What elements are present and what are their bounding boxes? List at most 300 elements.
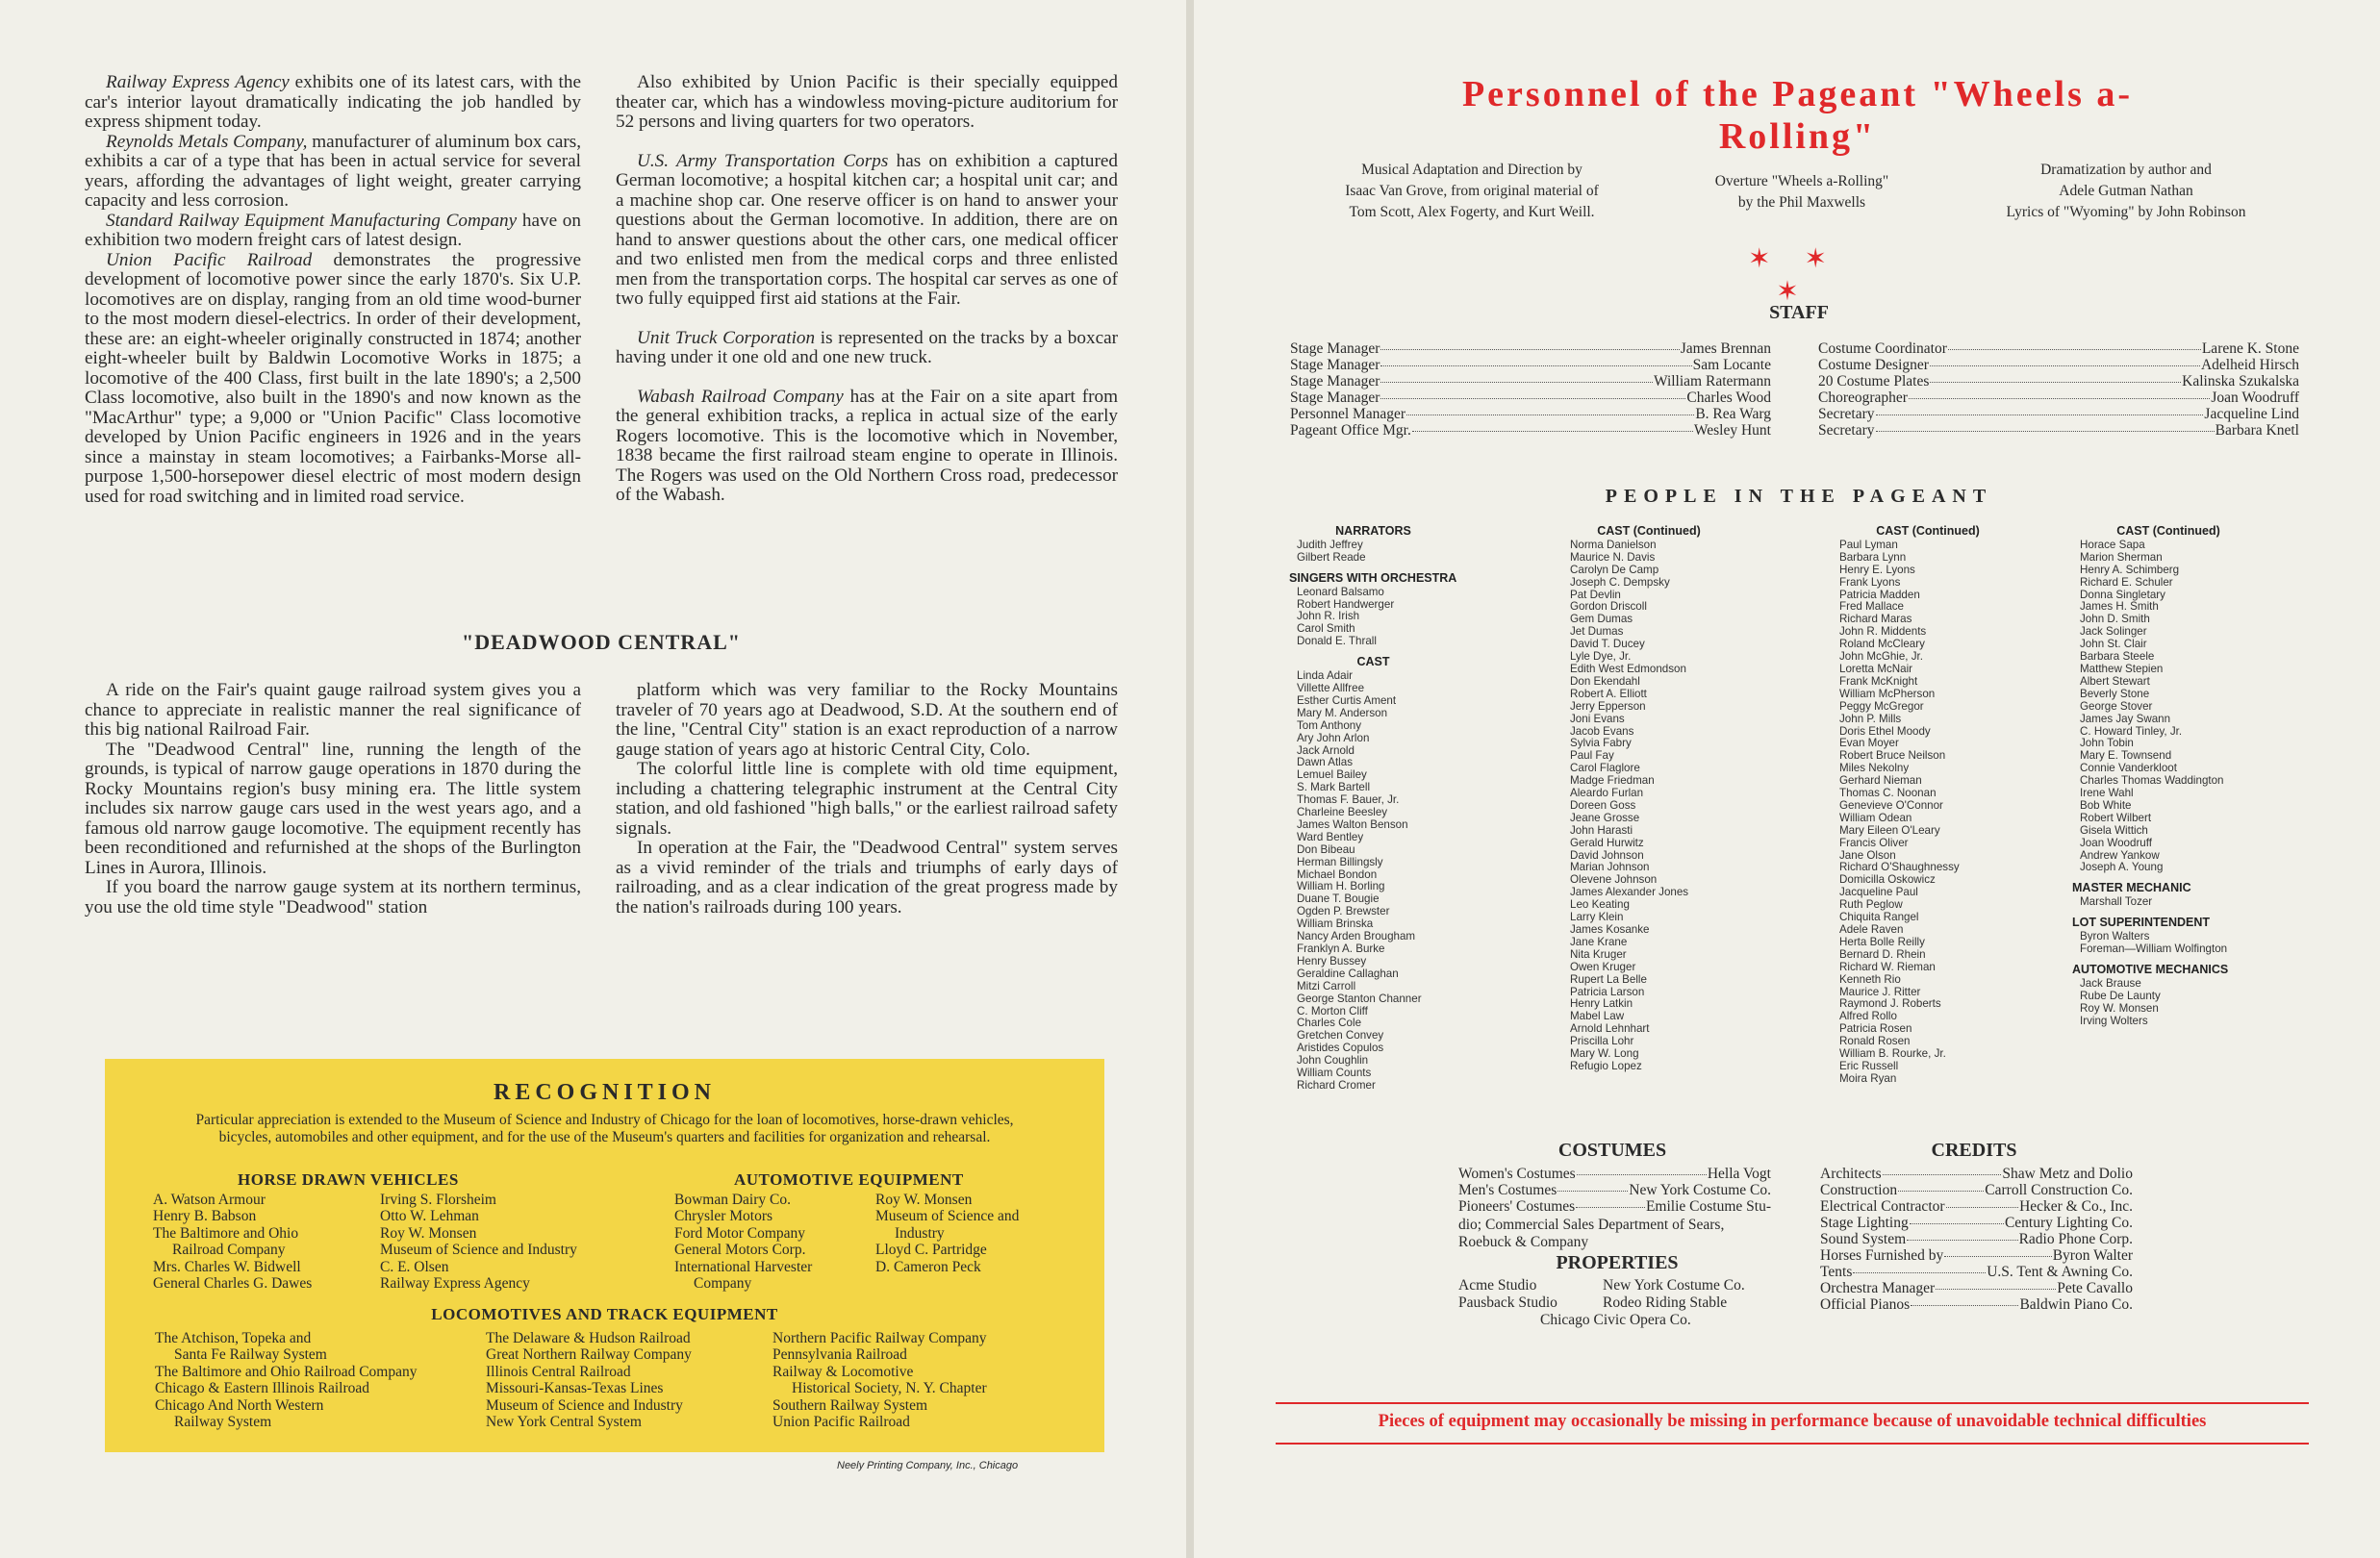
- cast-member: Robert Wilbert: [2080, 811, 2152, 824]
- cast-member: John St. Clair: [2080, 638, 2147, 651]
- role-entry: [1290, 390, 1771, 406]
- role-person: Charles Wood: [1686, 390, 1771, 406]
- exhibitor-name: Standard Railway Equipment Manufacturing Company: [106, 210, 518, 231]
- role-person: Sam Locante: [1692, 357, 1771, 373]
- cast-section-heading: NARRATORS: [1335, 524, 1411, 538]
- cast-member: Michael Bondon: [1297, 867, 1378, 881]
- horse-list-a: [153, 1192, 312, 1292]
- recognition-entry: Company: [694, 1275, 752, 1293]
- credit-line: Dramatization by author and: [2040, 162, 2212, 178]
- role-person: Hella Vogt: [1707, 1166, 1771, 1182]
- role-label: Stage Manager: [1290, 357, 1380, 373]
- role-label: Orchestra Manager: [1820, 1280, 1936, 1296]
- cast-member: Gilbert Reade: [1297, 550, 1366, 564]
- recognition-entry: Southern Railway System: [772, 1396, 928, 1414]
- recognition-intro: Particular appreciation is extended to the Museum of Science and Industry of Chicago for the loan of locomotives, horse-drawn vehicles, bicycles, automobiles and other equipment, and for the use of the Museum's quarters and facilities for organization and rehearsal.: [195, 1112, 1014, 1145]
- cast-member: Thomas F. Bauer, Jr.: [1297, 793, 1400, 807]
- cast-member: Marshall Tozer: [2080, 895, 2153, 909]
- cast-member: Judith Jeffrey: [1297, 538, 1363, 551]
- cast-member: James Walton Benson: [1297, 817, 1408, 831]
- role-person: Kalinska Szukalska: [2182, 373, 2299, 390]
- printer-credit: Neely Printing Company, Inc., Chicago: [837, 1460, 1019, 1471]
- exhibitor-name: Unit Truck Corporation: [637, 327, 816, 348]
- article-paragraph: platform which was very familiar to the Rocky Mountains traveler of 70 years ago at Deadwood, S.D. At the southern end of the line, "Central City" station is an exact reproduction of a narrow gauge station of years ago at historic Central City, Colo.: [616, 680, 1118, 760]
- recognition-entry: Union Pacific Railroad: [772, 1414, 910, 1431]
- cast-member: Ogden P. Brewster: [1297, 905, 1390, 918]
- cast-member: Esther Curtis Ament: [1297, 693, 1397, 707]
- cast-member: Dawn Atlas: [1297, 756, 1353, 769]
- role-person: James Brennan: [1680, 340, 1771, 357]
- cast-member: Genevieve O'Connor: [1839, 798, 1943, 812]
- cast-member: S. Mark Bartell: [1297, 781, 1371, 794]
- recognition-entry: Chrysler Motors: [674, 1208, 773, 1225]
- cast-member: Roland McCleary: [1839, 638, 1925, 651]
- cast-member: Donna Singletary: [2080, 588, 2165, 601]
- role-entry: [1290, 340, 1771, 357]
- recognition-entry: Roy W. Monsen: [380, 1224, 477, 1242]
- property-supplier: Chicago Civic Opera Co.: [1540, 1312, 1691, 1329]
- credit-line: Tom Scott, Alex Fogerty, and Kurt Weill.: [1349, 204, 1595, 220]
- role-entry: [1458, 1182, 1771, 1198]
- cast-member: John McGhie, Jr.: [1839, 650, 1923, 664]
- cast-member: Loretta McNair: [1839, 662, 1913, 675]
- staff-list-right: [1818, 340, 2299, 439]
- credit-overture: [1672, 171, 1932, 214]
- role-label: Costume Designer: [1818, 357, 1929, 373]
- cast-member: Peggy McGregor: [1839, 699, 1924, 713]
- role-person: Emilie Costume Stu-: [1645, 1198, 1771, 1215]
- role-label: Official Pianos: [1820, 1296, 1911, 1313]
- cast-member: John R. Middents: [1839, 625, 1927, 639]
- cast-member: George Stover: [2080, 699, 2153, 713]
- cast-member: Miles Nekolny: [1839, 762, 1910, 775]
- credit-line: Overture "Wheels a-Rolling": [1714, 173, 1889, 189]
- equipment-notice: Pieces of equipment may occasionally be missing in performance because of unavoidable technical difficulties: [1378, 1412, 2207, 1431]
- role-person: New York Costume Co.: [1629, 1182, 1771, 1198]
- role-label: Choreographer: [1818, 390, 1908, 406]
- role-person: Baldwin Piano Co.: [2019, 1296, 2133, 1313]
- cast-member: William H. Borling: [1297, 880, 1385, 893]
- cast-member: Donald E. Thrall: [1297, 635, 1377, 648]
- cast-member: Richard W. Rieman: [1839, 960, 1936, 973]
- role-entry: [1820, 1231, 2133, 1247]
- cast-member: Richard O'Shaughnessy: [1839, 861, 1960, 874]
- cast-member: Chiquita Rangel: [1839, 911, 1919, 924]
- cast-section-heading: LOT SUPERINTENDENT: [2072, 916, 2211, 930]
- role-entry: [1820, 1166, 2133, 1182]
- cast-member: Joseph A. Young: [2080, 861, 2164, 874]
- cast-member: Leo Keating: [1570, 898, 1630, 912]
- cast-member: John D. Smith: [2080, 613, 2150, 626]
- cast-member: Gisela Wittich: [2080, 823, 2148, 837]
- credit-line: Musical Adaptation and Direction by: [1361, 162, 1582, 178]
- cast-member: Lyle Dye, Jr.: [1570, 650, 1632, 664]
- role-label: Electrical Contractor: [1820, 1198, 1945, 1215]
- cast-member: Ruth Peglow: [1839, 898, 1903, 912]
- role-entry: [1818, 373, 2299, 390]
- cast-member: Francis Oliver: [1839, 836, 1909, 849]
- cast-member: John Coughlin: [1297, 1054, 1369, 1068]
- staff-heading: STAFF: [1769, 302, 1829, 323]
- cast-member: Gordon Driscoll: [1570, 600, 1647, 614]
- role-entry: [1290, 406, 1771, 422]
- cast-member: Don Ekendahl: [1570, 674, 1640, 688]
- recognition-entry: Missouri-Kansas-Texas Lines: [486, 1380, 664, 1397]
- recognition-entry: Museum of Science and Industry: [486, 1396, 683, 1414]
- staff-list-left: [1290, 340, 1771, 439]
- cast-member: Priscilla Lohr: [1570, 1035, 1634, 1048]
- cast-section-heading: CAST: [1356, 655, 1390, 669]
- role-label: Construction: [1820, 1182, 1898, 1198]
- cast-member: Henry A. Schimberg: [2080, 563, 2180, 576]
- cast-member: Herman Billingsly: [1297, 855, 1383, 868]
- recognition-entry: Railway Express Agency: [380, 1275, 530, 1293]
- recognition-entry: The Baltimore and Ohio Railroad Company: [155, 1363, 418, 1380]
- cast-member: Refugio Lopez: [1570, 1059, 1642, 1072]
- role-label: Stage Manager: [1290, 373, 1380, 390]
- role-person: Barbara Knetl: [2215, 422, 2299, 439]
- role-entry: [1820, 1280, 2133, 1296]
- paragraph-text: has on exhibition a captured German locomotive; a hospital kitchen car; a hospital unit car; and a machine shop car. One reserve officer is on hand to answer your questions about the German locomotive. In addition, there are on hand to answer questions about the other cars, one medical officer and two enlisted men from the medical corps and three enlisted men from the transportation corps. The hospital car serves as one of two fully equipped first aid stations at the Fair.: [616, 150, 1119, 309]
- cast-member: James Kosanke: [1570, 923, 1650, 936]
- role-label: Pioneers' Costumes: [1458, 1198, 1576, 1215]
- cast-member: John P. Mills: [1839, 712, 1902, 725]
- cast-member: Larry Klein: [1570, 911, 1624, 924]
- role-person: Byron Walter: [2052, 1247, 2133, 1264]
- cast-member: Edith West Edmondson: [1570, 662, 1686, 675]
- role-label: Stage Manager: [1290, 390, 1380, 406]
- role-person: Radio Phone Corp.: [2018, 1231, 2133, 1247]
- cast-member: David T. Ducey: [1570, 638, 1645, 651]
- cast-member: Linda Adair: [1297, 669, 1354, 683]
- paragraph-text: is represented on the tracks by a boxcar having under it one old and one new truck.: [616, 327, 1118, 367]
- cast-member: Kenneth Rio: [1839, 972, 1901, 986]
- recognition-entry: International Harvester: [674, 1258, 813, 1275]
- recognition-entry: Railway System: [174, 1414, 272, 1431]
- exhibitor-name: Reynolds Metals Company,: [106, 131, 308, 152]
- cast-member: Richard Cromer: [1297, 1078, 1376, 1092]
- role-person: Jacqueline Lind: [2204, 406, 2299, 422]
- cast-member: Henry Bussey: [1297, 954, 1367, 967]
- role-entry: [1458, 1198, 1771, 1215]
- property-supplier: New York Costume Co.: [1603, 1277, 1745, 1294]
- cast-member: Henry Latkin: [1570, 997, 1633, 1011]
- recognition-entry: Otto W. Lehman: [380, 1208, 479, 1225]
- role-person: Century Lighting Co.: [2004, 1215, 2133, 1231]
- cast-member: C. Howard Tinley, Jr.: [2080, 724, 2183, 738]
- recognition-entry: Lloyd C. Partridge: [875, 1242, 987, 1259]
- cast-member: Bob White: [2080, 798, 2132, 812]
- cast-member: Charles Thomas Waddington: [2080, 774, 2224, 788]
- cast-member: Jane Krane: [1570, 935, 1628, 948]
- credit-music: [1308, 160, 1635, 223]
- recognition-entry: Irving S. Florsheim: [380, 1192, 496, 1208]
- recognition-entry: The Baltimore and Ohio: [153, 1224, 299, 1242]
- cast-member: Nita Kruger: [1570, 947, 1627, 961]
- article-paragraph: [85, 133, 581, 212]
- people-heading: PEOPLE IN THE PAGEANT: [1605, 486, 1993, 507]
- cast-member: C. Morton Cliff: [1297, 1004, 1368, 1018]
- recognition-entry: Great Northern Railway Company: [486, 1346, 692, 1364]
- cast-member: Robert Bruce Neilson: [1839, 749, 1946, 763]
- role-label: Sound System: [1820, 1231, 1907, 1247]
- recognition-entry: Museum of Science and Industry: [380, 1242, 577, 1259]
- cast-member: Aleardo Furlan: [1570, 787, 1644, 800]
- cast-member: Joni Evans: [1570, 712, 1625, 725]
- role-entry: [1820, 1264, 2133, 1280]
- article-paragraph: If you board the narrow gauge system at its northern terminus, you use the old time style "Deadwood" station: [85, 877, 581, 917]
- role-entry: [1820, 1247, 2133, 1264]
- role-label: Secretary: [1818, 422, 1875, 439]
- article-paragraph: [85, 251, 581, 508]
- role-label: Pageant Office Mgr.: [1290, 422, 1411, 439]
- personnel-title: Personnel of the Pageant "Wheels a-Rolling": [1461, 74, 2134, 157]
- paragraph-text: have on exhibition two modern freight cars of latest design.: [85, 210, 581, 250]
- cast-member: Foreman—William Wolfington: [2080, 942, 2228, 955]
- role-person: Joan Woodruff: [2211, 390, 2299, 406]
- properties-list: [1458, 1277, 1776, 1330]
- role-entry: [1818, 357, 2299, 373]
- deadwood-column-2: [616, 681, 1118, 917]
- cast-member: David Johnson: [1570, 848, 1644, 862]
- cast-member: Moira Ryan: [1839, 1071, 1897, 1085]
- cast-column-4: [2072, 525, 2265, 1027]
- role-entry: [1290, 373, 1771, 390]
- credit-line: Isaac Van Grove, from original material of: [1345, 183, 1599, 199]
- recognition-title: RECOGNITION: [493, 1080, 717, 1105]
- role-entry: [1818, 340, 2299, 357]
- exhibitor-name: Wabash Railroad Company: [637, 386, 844, 407]
- role-label: Architects: [1820, 1166, 1882, 1182]
- recognition-entry: A. Watson Armour: [153, 1192, 266, 1208]
- cast-member: Barbara Lynn: [1839, 550, 1907, 564]
- cast-member: Barbara Steele: [2080, 650, 2155, 664]
- cast-member: Beverly Stone: [2080, 687, 2150, 700]
- auto-list-a: [674, 1192, 812, 1292]
- cast-member: Paul Lyman: [1839, 538, 1898, 551]
- exhibitors-column-1: [85, 73, 581, 507]
- cast-member: Jack Arnold: [1297, 743, 1355, 757]
- cast-section-heading: CAST (Continued): [1597, 524, 1701, 538]
- role-entry: [1818, 390, 2299, 406]
- credits-list: [1820, 1166, 2133, 1313]
- role-label: Stage Manager: [1290, 340, 1380, 357]
- cast-member: Marion Sherman: [2080, 550, 2163, 564]
- cast-member: Paul Fay: [1570, 749, 1614, 763]
- left-page: [0, 0, 1186, 1558]
- cast-member: Ronald Rosen: [1839, 1035, 1911, 1048]
- role-label: Stage Lighting: [1820, 1215, 1909, 1231]
- role-person: U.S. Tent & Awning Co.: [1987, 1264, 2133, 1280]
- cast-member: Geraldine Callaghan: [1297, 967, 1399, 980]
- cast-member: Olevene Johnson: [1570, 873, 1658, 887]
- role-label: Women's Costumes: [1458, 1166, 1576, 1182]
- recognition-entry: Roy W. Monsen: [875, 1192, 973, 1208]
- costumes-heading: COSTUMES: [1557, 1140, 1667, 1161]
- role-person: Adelheid Hirsch: [2200, 357, 2299, 373]
- role-entry: [1290, 422, 1771, 439]
- property-supplier: Pausback Studio: [1458, 1294, 1557, 1312]
- credit-line: Lyrics of "Wyoming" by John Robinson: [2006, 204, 2246, 220]
- cast-member: Mary W. Long: [1570, 1047, 1639, 1061]
- cast-member: Mabel Law: [1570, 1010, 1625, 1023]
- role-label: Personnel Manager: [1290, 406, 1406, 422]
- cast-member: Irene Wahl: [2080, 787, 2134, 800]
- cast-member: Nancy Arden Brougham: [1297, 930, 1416, 943]
- role-person: Wesley Hunt: [1693, 422, 1771, 439]
- cast-member: Eric Russell: [1839, 1059, 1899, 1072]
- recognition-entry: The Delaware & Hudson Railroad: [486, 1330, 691, 1346]
- cast-section-heading: CAST (Continued): [1876, 524, 1980, 538]
- cast-member: Byron Walters: [2080, 930, 2150, 943]
- cast-member: William Odean: [1839, 811, 1912, 824]
- role-entry: [1818, 422, 2299, 439]
- cast-member: William McPherson: [1839, 687, 1936, 700]
- cast-member: Alfred Rollo: [1839, 1010, 1897, 1023]
- cast-member: John Harasti: [1570, 823, 1633, 837]
- cast-member: Jeane Grosse: [1570, 811, 1640, 824]
- role-label: 20 Costume Plates: [1818, 373, 1930, 390]
- cast-member: Robert Handwerger: [1297, 597, 1395, 611]
- article-paragraph: [616, 73, 1118, 133]
- cast-member: Jacob Evans: [1570, 724, 1634, 738]
- cast-member: Rupert La Belle: [1570, 972, 1647, 986]
- loco-list-a: [155, 1330, 417, 1430]
- cast-member: Gretchen Convey: [1297, 1029, 1384, 1043]
- exhibitor-name: Union Pacific Railroad: [106, 249, 313, 270]
- locomotives-heading: LOCOMOTIVES AND TRACK EQUIPMENT: [431, 1305, 778, 1323]
- credit-line: Adele Gutman Nathan: [2059, 183, 2193, 199]
- recognition-entry: Museum of Science and: [875, 1208, 1020, 1225]
- role-entry: [1820, 1215, 2133, 1231]
- cast-member: Owen Kruger: [1570, 960, 1636, 973]
- recognition-entry: C. E. Olsen: [380, 1258, 449, 1275]
- cast-member: William Brinska: [1297, 917, 1374, 931]
- cast-member: Patricia Larson: [1570, 985, 1645, 998]
- loco-list-b: [486, 1330, 692, 1430]
- auto-list-b: [875, 1192, 1019, 1275]
- cast-member: Frank McKnight: [1839, 674, 1918, 688]
- paragraph-text: exhibits one of its latest cars, with the car's interior layout dramatically indicating the job handled by express shipment today.: [85, 72, 581, 132]
- cast-member: Leonard Balsamo: [1297, 585, 1384, 598]
- role-entry: [1818, 406, 2299, 422]
- cast-member: Carol Flaglore: [1570, 762, 1640, 775]
- recognition-entry: Northern Pacific Railway Company: [772, 1330, 987, 1346]
- deadwood-column-1: [85, 681, 581, 917]
- cast-member: Marian Johnson: [1570, 861, 1650, 874]
- cast-member: Madge Friedman: [1570, 774, 1655, 788]
- recognition-entry: The Atchison, Topeka and: [155, 1330, 312, 1346]
- cast-column-1: [1289, 525, 1457, 1093]
- exhibitor-name: U.S. Army Transportation Corps: [637, 150, 889, 171]
- cast-member: Patricia Madden: [1839, 588, 1920, 601]
- cast-member: Albert Stewart: [2080, 674, 2150, 688]
- role-person: B. Rea Warg: [1695, 406, 1771, 422]
- exhibitors-column-2: [616, 73, 1118, 506]
- paragraph-text: Also exhibited by Union Pacific is their specially equipped theater car, which has a windowless moving-picture auditorium for 52 persons and living quarters for two operators.: [616, 72, 1118, 132]
- automotive-heading: AUTOMOTIVE EQUIPMENT: [734, 1170, 964, 1189]
- role-entry: [1820, 1296, 2133, 1313]
- cast-member: Richard E. Schuler: [2080, 575, 2173, 589]
- page-gutter: [1186, 0, 1194, 1558]
- recognition-entry: New York Central System: [486, 1414, 642, 1431]
- article-paragraph: [616, 388, 1118, 506]
- role-person: William Ratermann: [1653, 373, 1771, 390]
- cast-member: Horace Sapa: [2080, 538, 2145, 551]
- cast-member: John Tobin: [2080, 737, 2134, 750]
- role-label: Tents: [1820, 1264, 1853, 1280]
- cast-member: Adele Raven: [1839, 923, 1904, 936]
- cast-section-heading: MASTER MECHANIC: [2072, 881, 2191, 895]
- recognition-entry: Chicago And North Western: [155, 1396, 324, 1414]
- cast-member: Lemuel Bailey: [1297, 768, 1367, 782]
- recognition-entry: Santa Fe Railway System: [174, 1346, 327, 1364]
- property-supplier: Rodeo Riding Stable: [1603, 1294, 1728, 1312]
- cast-member: Franklyn A. Burke: [1297, 942, 1385, 955]
- cast-member: Raymond J. Roberts: [1839, 997, 1941, 1011]
- cast-section-heading: SINGERS WITH ORCHESTRA: [1289, 570, 1457, 585]
- role-entry: [1458, 1166, 1771, 1182]
- recognition-entry: Henry B. Babson: [153, 1208, 257, 1225]
- cast-member: Jacqueline Paul: [1839, 886, 1918, 899]
- recognition-box: [105, 1059, 1104, 1452]
- cast-member: Joan Woodruff: [2080, 836, 2152, 849]
- loco-list-c: [772, 1330, 987, 1430]
- cast-member: Jack Brause: [2080, 976, 2141, 990]
- cast-member: Doreen Goss: [1570, 798, 1636, 812]
- cast-member: Ward Bentley: [1297, 830, 1364, 843]
- cast-member: Sylvia Fabry: [1570, 737, 1632, 750]
- cast-member: Mitzi Carroll: [1297, 979, 1356, 993]
- role-person: Carroll Construction Co.: [1985, 1182, 2133, 1198]
- costumes-extra: dio; Commercial Sales Department of Sears, Roebuck & Company: [1458, 1217, 1725, 1251]
- recognition-entry: Ford Motor Company: [674, 1224, 806, 1242]
- recognition-entry: General Motors Corp.: [674, 1242, 806, 1259]
- cast-member: Frank Lyons: [1839, 575, 1901, 589]
- horse-drawn-heading: HORSE DRAWN VEHICLES: [238, 1170, 459, 1189]
- cast-member: Norma Danielson: [1570, 538, 1657, 551]
- cast-member: Charles Cole: [1297, 1017, 1362, 1030]
- recognition-entry: Railway & Locomotive: [772, 1363, 914, 1380]
- role-entry: [1290, 357, 1771, 373]
- cast-member: John R. Irish: [1297, 610, 1360, 623]
- cast-member: Ary John Arlon: [1297, 731, 1370, 744]
- credits-heading: CREDITS: [1931, 1140, 2017, 1161]
- cast-member: Duane T. Bougie: [1297, 892, 1380, 906]
- paragraph-text: demonstrates the progressive development of locomotive power since the early 1870's. Six U.P. locomotives are on display, ranging from an old time wood-burner to the most modern diesel-electrics. In order of their development, these are: an eight-wheeler originally constructed in 1874; another eight-wheeler built by Baldwin Locomotive Works in 1875; a locomotive of the 400 Class, first built in the late 1890's; a 2,500 Class locomotive, also built in the 1890's and now known as the "MacArthur" type; a 9,000 or "Union Pacific" Class locomotive developed by Union Pacific engineers in 1926 and in the years since a mainstay in steam locomotives; a Fairbanks-Morse all-purpose 1,500-horsepower diesel electric of most modern design used for road switching and in limited road service.: [85, 249, 581, 507]
- cast-member: Andrew Yankow: [2080, 848, 2160, 862]
- credit-line: by the Phil Maxwells: [1737, 194, 1866, 211]
- cast-member: Gerhard Nieman: [1839, 774, 1922, 788]
- cast-member: Don Bibeau: [1297, 842, 1355, 856]
- role-person: Larene K. Stone: [2201, 340, 2299, 357]
- cast-member: Jack Solinger: [2080, 625, 2147, 639]
- cast-member: Charleine Beesley: [1297, 806, 1388, 819]
- recognition-entry: Chicago & Eastern Illinois Railroad: [155, 1380, 369, 1397]
- recognition-entry: General Charles G. Dawes: [153, 1275, 313, 1293]
- role-label: Secretary: [1818, 406, 1875, 422]
- horse-list-b: [380, 1192, 577, 1292]
- cast-member: Joseph C. Dempsky: [1570, 575, 1670, 589]
- article-paragraph: The "Deadwood Central" line, running the length of the grounds, is typical of narrow gauge operations in 1870 during the Rocky Mountains region's busy mining era. The little system includes six narrow gauge cars used in the west years ago, and a famous old narrow gauge locomotive. The equipment recently has been reconditioned and refurnished at the shops of the Burlington Lines in Aurora, Illinois.: [85, 739, 581, 878]
- article-paragraph: A ride on the Fair's quaint gauge railroad system gives you a chance to appreciate in realistic manner the real significance of this big national Railroad Fair.: [85, 680, 581, 740]
- recognition-entry: D. Cameron Peck: [875, 1258, 981, 1275]
- cast-member: Evan Moyer: [1839, 737, 1899, 750]
- cast-member: William B. Rourke, Jr.: [1839, 1047, 1946, 1061]
- article-paragraph: In operation at the Fair, the "Deadwood Central" system serves as a vivid reminder of the trials and triumphs of early days of railroading, and as a clear indication of the great progress made by the nation's railroads during 100 years.: [616, 838, 1118, 917]
- article-paragraph: [85, 73, 581, 133]
- cast-member: Carol Smith: [1297, 622, 1355, 636]
